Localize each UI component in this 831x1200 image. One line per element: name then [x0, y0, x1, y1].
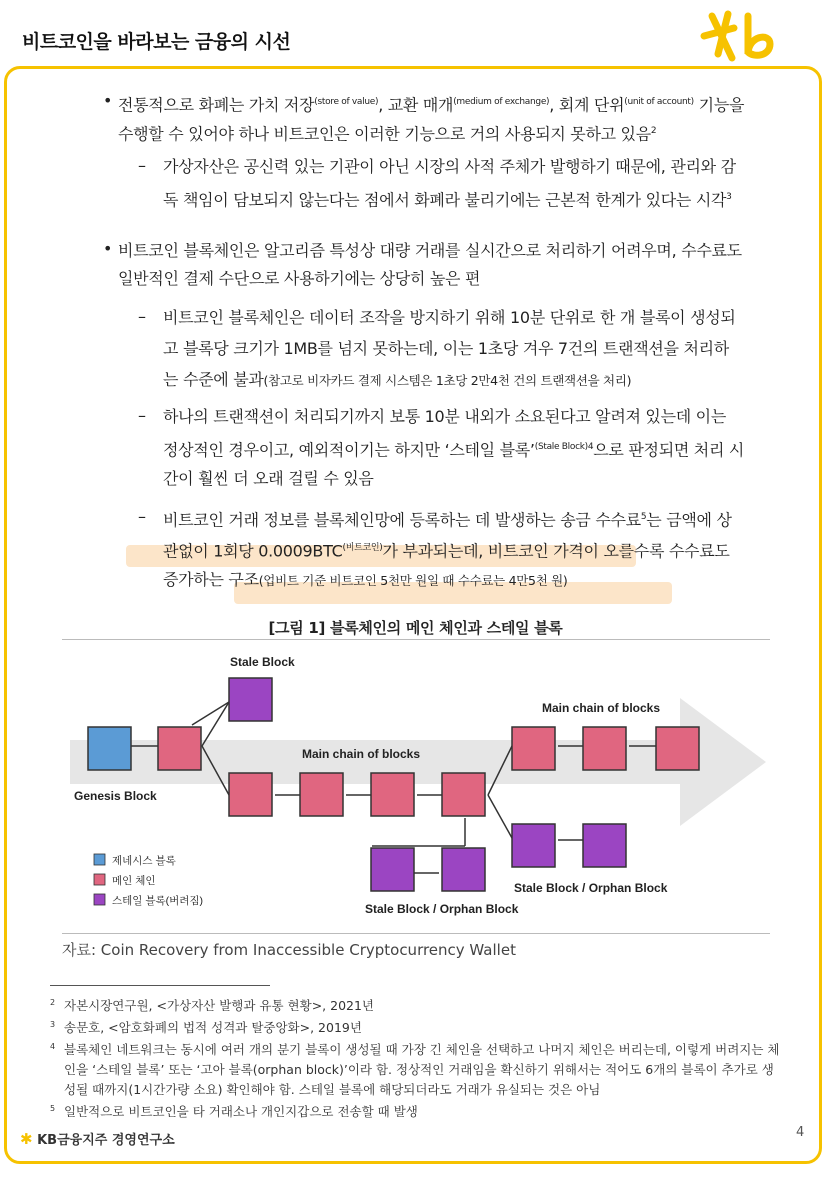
dash-3-line-2 [163, 434, 744, 463]
label-main-chain-right: Main chain of blocks [542, 701, 661, 715]
note-segment: (업비트 기준 비트코인 5천만 원일 때 수수료는 4만5천 원) [258, 573, 568, 588]
main-chain-block [583, 727, 626, 770]
label-main-chain-center: Main chain of blocks [302, 747, 421, 761]
kb-star-logo [698, 6, 786, 64]
legend-label-stale: 스테일 블록(버려짐) [112, 895, 204, 907]
dash-4-line-1 [163, 504, 732, 533]
dash-3-line-3: 간이 훨씬 더 오래 걸릴 수 있음 [163, 469, 374, 488]
page-header-title: 비트코인을 바라보는 금융의 시선 [22, 31, 291, 53]
footnotes [50, 996, 780, 1122]
text-segment: 독 책임이 담보되지 않는다는 점에서 화폐라 불리기에는 근본적 한계가 있다는 시각 [163, 190, 727, 210]
footnote-text: 송문호, <암호화폐의 법적 성격과 탈중앙화>, 2019년 [64, 1020, 362, 1035]
label-genesis-block: Genesis Block [74, 789, 157, 803]
footnote-ref: 3 [726, 192, 732, 202]
english-term-sup: (Stale Block)4 [534, 442, 594, 452]
footnote-text: 일반적으로 비트코인을 타 거래소나 개인지갑으로 전송할 때 발생 [64, 1104, 418, 1119]
text-segment: , 회계 단위 [549, 95, 625, 115]
legend-swatch-stale [94, 894, 105, 905]
figure-source: 자료: Coin Recovery from Inaccessible Cryptocurrency Wallet [62, 941, 516, 959]
footnote-ref: 2 [650, 126, 657, 136]
text-segment: 가 부과되는데, 비트코인 가격이 오를수록 수수료도 [382, 541, 730, 561]
main-chain-block [371, 773, 414, 816]
footnote-item [50, 1018, 780, 1038]
dash-marker: – [138, 156, 146, 175]
dash-4-line-3 [163, 566, 568, 594]
footnote-number: 2 [50, 998, 56, 1007]
text-segment: 증가하는 구조 [163, 570, 259, 589]
stale-block [583, 824, 626, 867]
page-number: 4 [796, 1125, 805, 1140]
dash-2-line-2: 고 블록당 크기가 1MB를 넘지 못하는데, 이는 1초당 겨우 7건의 트랜잭션을 처리하 [163, 339, 729, 358]
english-term-sup: (store of value) [314, 97, 379, 107]
main-chain-block [300, 773, 343, 816]
legend-label-main: 메인 체인 [112, 875, 156, 887]
label-stale-block: Stale Block [230, 655, 295, 669]
label-stale-orphan-bottom: Stale Block / Orphan Block [365, 902, 519, 916]
dash-marker: – [138, 307, 146, 326]
dash-4-line-2 [163, 535, 730, 564]
note-segment: (참고로 비자카드 결제 시스템은 1초당 2만4천 건의 트랜잭션을 처리) [263, 373, 632, 388]
english-term-sup: (medium of exchange) [453, 97, 550, 107]
bullet-1-line-2 [118, 118, 656, 147]
legend-swatch-genesis [94, 854, 105, 865]
footer-org-name: KB금융지주 경영연구소 [37, 1133, 175, 1148]
text-segment: , 교환 매개 [378, 95, 454, 115]
main-chain-block [656, 727, 699, 770]
blockchain-diagram [62, 640, 770, 930]
main-chain-block [229, 773, 272, 816]
footnote-text: 블록체인 네트워크는 동시에 여러 개의 분기 블록이 생성될 때 가장 긴 체인을 선택하고 나머지 체인은 버리는데, 이렇게 버려지는 체인을 ‘스테일 블록’ 또는 ‘고아 블록(orphan block)’이라 함. 정상적인 거래임을 확신하기 위해서는 적어도 6개의 블록이 추가로 생성될 때까지(1시간가량 소요) 확인해야 함. 스테일 블록에 해당되더라도 거래가 유실되는 것은 아님 [64, 1042, 780, 1097]
figure-bottom-rule [62, 933, 770, 934]
text-segment: 관없이 1회당 0.0009BTC [163, 541, 343, 561]
text-segment: 수행할 수 있어야 하나 비트코인은 이러한 기능으로 거의 사용되지 못하고 있음 [118, 124, 651, 144]
footer-org [20, 1129, 175, 1148]
text-segment: 는 수준에 불과 [163, 370, 264, 389]
footnote-item [50, 1040, 780, 1100]
stale-block [512, 824, 555, 867]
genesis-block [88, 727, 131, 770]
text-segment: 정상적인 경우이고, 예외적이기는 하지만 ‘스테일 블록’ [163, 440, 535, 460]
term-sup: (비트코인) [342, 543, 383, 553]
footnote-number: 4 [50, 1042, 56, 1051]
english-term-sup: (unit of account) [624, 97, 694, 107]
text-segment: 으로 판정되면 처리 시 [593, 440, 745, 460]
bullet-1-line-1 [118, 89, 798, 118]
legend-swatch-main [94, 874, 105, 885]
text-segment: 기능을 [693, 95, 745, 115]
figure-title: [그림 1] 블록체인의 메인 체인과 스테일 블록 [268, 619, 563, 637]
dash-3-line-1: 하나의 트랜잭션이 처리되기까지 보통 10분 내외가 소요된다고 알려져 있는데 이는 [163, 407, 726, 426]
main-chain-block [512, 727, 555, 770]
footnote-item [50, 1102, 780, 1122]
bullet-marker: • [103, 239, 113, 258]
text-segment: 전통적으로 화폐는 가치 저장 [118, 95, 315, 115]
label-stale-orphan-right: Stale Block / Orphan Block [514, 881, 668, 895]
legend-label-genesis: 제네시스 블록 [112, 855, 176, 867]
dash-marker: – [138, 406, 146, 425]
text-segment: 는 금액에 상 [646, 510, 732, 530]
bullet-marker: • [103, 91, 113, 110]
stale-block [371, 848, 414, 891]
main-chain-block [442, 773, 485, 816]
footnote-number: 5 [50, 1104, 56, 1113]
dash-marker: – [138, 507, 146, 526]
footnote-item [50, 996, 780, 1016]
footnote-ref: 5 [640, 512, 647, 522]
legend [94, 854, 203, 907]
bullet-2-line-1: 비트코인 블록체인은 알고리즘 특성상 대량 거래를 실시간으로 처리하기 어려우며, 수수료도 [118, 241, 742, 260]
stale-block [229, 678, 272, 721]
main-chain-block [158, 727, 201, 770]
footnote-separator [50, 985, 270, 986]
dash-1-line-2 [163, 184, 732, 213]
kb-star-small-icon: ✱ [20, 1130, 33, 1148]
dash-2-line-1: 비트코인 블록체인은 데이터 조작을 방지하기 위해 10분 단위로 한 개 블록이 생성되 [163, 308, 736, 327]
footnote-text: 자본시장연구원, <가상자산 발행과 유통 현황>, 2021년 [64, 998, 374, 1013]
bullet-2-line-2: 일반적인 결제 수단으로 사용하기에는 상당히 높은 편 [118, 269, 481, 288]
text-segment: 비트코인 거래 정보를 블록체인망에 등록하는 데 발생하는 송금 수수료 [163, 510, 641, 530]
dash-2-line-3 [163, 366, 631, 394]
dash-1-line-1: 가상자산은 공신력 있는 기관이 아닌 시장의 사적 주체가 발행하기 때문에, 관리와 감 [163, 157, 736, 176]
footnote-number: 3 [50, 1020, 56, 1029]
stale-block [442, 848, 485, 891]
